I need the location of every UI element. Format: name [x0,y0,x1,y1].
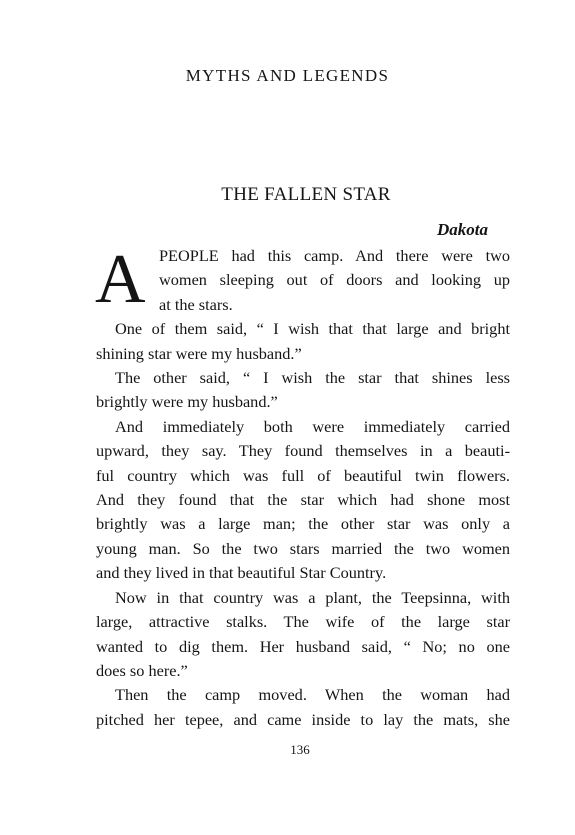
tribe-attribution: Dakota [437,220,488,239]
text-line: Now in that country was a plant, the Teepsinna, with [115,587,510,607]
text-line: large, attractive stalks. The wife of the large star [96,612,510,632]
text-line: and they lived in that beautiful Star Country. [96,563,387,583]
text-line: PEOPLE had this camp. And there were two [159,246,510,265]
running-head: MYTHS AND LEGENDS [185,66,390,85]
page-number: 136 [290,742,310,757]
text-line: upward, they say. They found themselves in a beauti- [96,441,510,461]
text-line: does so here.” [96,660,188,680]
text-line: The other said, “ I wish the star that shines less [115,368,510,388]
text-line: women sleeping out of doors and looking up [159,270,510,290]
text-line: wanted to dig them. Her husband said, “ No; no one [96,636,510,656]
text-line: brightly was a large man; the other star was only a [96,514,510,534]
drop-cap: A [95,241,146,318]
story-body [95,241,510,732]
text-line: pitched her tepee, and came inside to lay the mats, she [96,709,510,729]
text-line: One of them said, “ I wish that that large and bright [115,319,510,339]
text-line: Then the camp moved. When the woman had [115,685,510,705]
text-line: And they found that the star which had shone most [96,490,510,510]
text-line: shining star were my husband.” [96,343,302,363]
text-line: at the stars. [159,294,233,314]
text-line: And immediately both were immediately carried [115,416,510,436]
text-line: ful country which was full of beautiful twin flowers. [96,465,510,485]
text-line: young man. So the two stars married the two women [96,538,510,558]
text-line: brightly were my husband.” [96,392,278,412]
story-title: THE FALLEN STAR [221,184,391,205]
